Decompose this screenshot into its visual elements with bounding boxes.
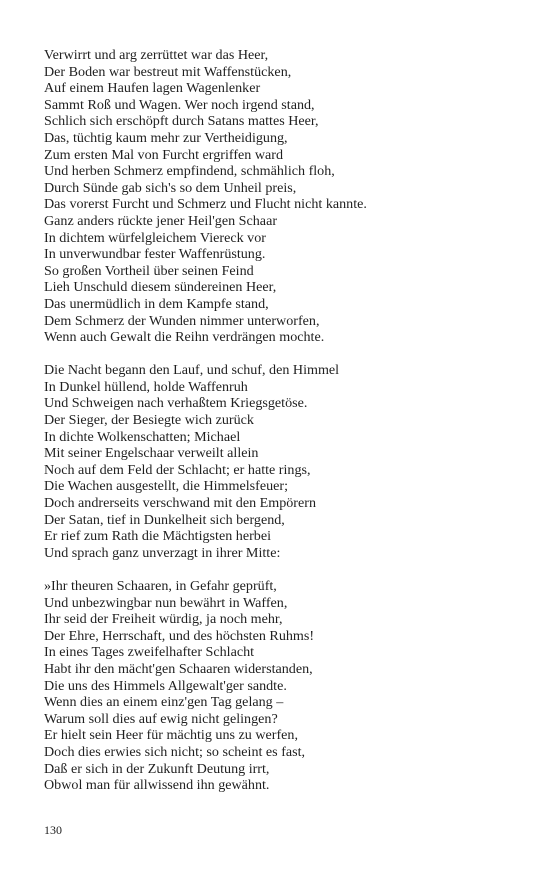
stanza-1: [44, 47, 514, 346]
verse-line: Er hielt sein Heer für mächtig uns zu werfen,: [44, 727, 298, 744]
verse-line: Obwol man für allwissend ihn gewähnt.: [44, 777, 270, 794]
verse-line: Ganz anders rückte jener Heil'gen Schaar: [44, 212, 278, 229]
verse-line: Und sprach ganz unverzagt in ihrer Mitte:: [44, 544, 281, 561]
verse-line: Und unbezwingbar nun bewährt in Waffen,: [44, 594, 288, 611]
verse-line: Habt ihr den mächt'gen Schaaren widerstanden,: [44, 660, 313, 677]
verse-line: Ihr seid der Freiheit würdig, ja noch mehr,: [44, 611, 283, 628]
verse-line: Und herben Schmerz empfindend, schmählich floh,: [44, 163, 335, 180]
stanza-3: [44, 578, 514, 794]
verse-line: Der Sieger, der Besiegte wich zurück: [44, 412, 254, 429]
verse-line: Mit seiner Engelschaar verweilt allein: [44, 445, 259, 462]
verse-line: Wenn auch Gewalt die Reihn verdrängen mochte.: [44, 329, 325, 346]
verse-line: Der Satan, tief in Dunkelheit sich bergend,: [44, 511, 285, 528]
verse-line: In Dunkel hüllend, holde Waffenruh: [44, 378, 248, 395]
page-number: 130: [44, 823, 62, 837]
verse-line: Dem Schmerz der Wunden nimmer unterworfen,: [44, 312, 320, 329]
verse-line: Das unermüdlich in dem Kampfe stand,: [44, 295, 269, 312]
verse-line: In dichtem würfelgleichem Viereck vor: [44, 229, 266, 246]
verse-line: Doch dies erwies sich nicht; so scheint es fast,: [44, 743, 306, 760]
verse-line: Das, tüchtig kaum mehr zur Vertheidigung,: [44, 129, 288, 146]
verse-line: In dichte Wolkenschatten; Michael: [44, 428, 241, 445]
verse-line: Der Ehre, Herrschaft, und des höchsten Ruhms!: [44, 627, 315, 644]
verse-line: Die Wachen ausgestellt, die Himmelsfeuer;: [44, 478, 288, 495]
verse-line: In eines Tages zweifelhafter Schlacht: [44, 644, 255, 661]
verse-line: Schlich sich erschöpft durch Satans mattes Heer,: [44, 113, 319, 130]
verse-line: Die uns des Himmels Allgewalt'ger sandte.: [44, 677, 287, 694]
verse-line: Durch Sünde gab sich's so dem Unheil preis,: [44, 179, 297, 196]
verse-line: So großen Vortheil über seinen Feind: [44, 262, 254, 279]
verse-line: Daß er sich in der Zukunft Deutung irrt,: [44, 760, 270, 777]
verse-line: In unverwundbar fester Waffenrüstung.: [44, 246, 266, 263]
verse-line: Doch andrerseits verschwand mit den Empörern: [44, 495, 316, 512]
verse-line: Wenn dies an einem einz'gen Tag gelang –: [44, 694, 284, 711]
verse-line: Warum soll dies auf ewig nicht gelingen?: [44, 710, 278, 727]
verse-line: Lieh Unschuld diesem sündereinen Heer,: [44, 279, 277, 296]
stanza-2: [44, 362, 514, 561]
verse-line: Die Nacht begann den Lauf, und schuf, den Himmel: [44, 362, 340, 379]
verse-line: Das vorerst Furcht und Schmerz und Flucht nicht kannte.: [44, 196, 367, 213]
verse-line: Und Schweigen nach verhaßtem Kriegsgetöse.: [44, 395, 308, 412]
verse-line: Zum ersten Mal von Furcht ergriffen ward: [44, 146, 284, 163]
verse-line: Auf einem Haufen lagen Wagenlenker: [44, 80, 261, 97]
verse-line: Er rief zum Rath die Mächtigsten herbei: [44, 528, 271, 545]
poem-text: [44, 47, 514, 794]
verse-line: Noch auf dem Feld der Schlacht; er hatte rings,: [44, 461, 311, 478]
verse-line: Der Boden war bestreut mit Waffenstücken,: [44, 63, 292, 80]
verse-line: »Ihr theuren Schaaren, in Gefahr geprüft,: [44, 578, 277, 594]
verse-line: Sammt Roß und Wagen. Wer noch irgend stand,: [44, 96, 315, 113]
verse-line: Verwirrt und arg zerrüttet war das Heer,: [44, 47, 269, 63]
